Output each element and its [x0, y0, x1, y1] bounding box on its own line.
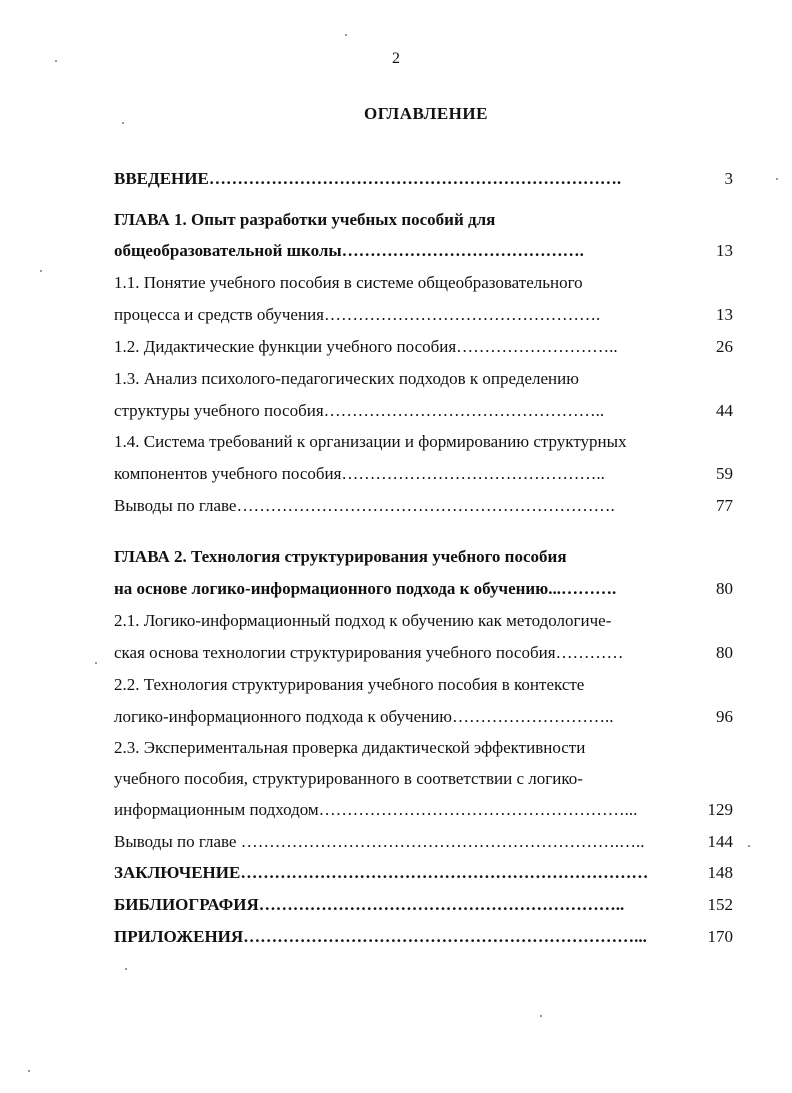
- toc-entry-intro[interactable]: ВВЕДЕНИЕ……………………………………………………………….: [114, 169, 622, 188]
- page-number: 2: [392, 50, 400, 67]
- toc-page-chapter-2: 80: [716, 579, 733, 598]
- toc-entry-conclusion[interactable]: ЗАКЛЮЧЕНИЕ………………………………………………………………: [114, 863, 649, 882]
- toc-entry-appendices[interactable]: ПРИЛОЖЕНИЯ……………………………………………………………...: [114, 927, 647, 946]
- toc-entry-1-3-cont[interactable]: структуры учебного пособия…………………………………………..: [114, 401, 605, 420]
- toc-entry-conclusions-1[interactable]: Выводы по главе………………………………………………………….: [114, 496, 615, 515]
- toc-page-1-3: 44: [716, 401, 733, 420]
- toc-entry-1-4[interactable]: 1.4. Система требований к организации и формированию структурных: [114, 432, 627, 451]
- scan-speck: [40, 270, 42, 272]
- toc-entry-1-2[interactable]: 1.2. Дидактические функции учебного пособия………………………..: [114, 337, 618, 356]
- toc-page-conclusions-2: 144: [707, 832, 733, 851]
- toc-entry-2-3[interactable]: 2.3. Экспериментальная проверка дидактической эффективности: [114, 738, 586, 757]
- toc-page-2-1: 80: [716, 643, 733, 662]
- toc-page-chapter-1: 13: [716, 241, 733, 260]
- toc-entry-chapter-2-title-cont[interactable]: на основе логико-информационного подхода к обучению...……….: [114, 579, 617, 598]
- toc-page-1-1: 13: [716, 305, 733, 324]
- toc-entry-1-1[interactable]: 1.1. Понятие учебного пособия в системе общеобразовательного: [114, 273, 583, 292]
- toc-entry-1-1-cont[interactable]: процесса и средств обучения………………………………………….: [114, 305, 601, 324]
- toc-entry-2-3-cont[interactable]: учебного пособия, структурированного в соответствии с логико-: [114, 769, 583, 788]
- toc-entry-1-3[interactable]: 1.3. Анализ психолого-педагогических подходов к определению: [114, 369, 579, 388]
- scan-speck: [125, 968, 127, 970]
- scan-speck: [28, 1070, 30, 1072]
- toc-entry-2-2-cont[interactable]: логико-информационного подхода к обучению………………………..: [114, 707, 614, 726]
- toc-title: ОГЛАВЛЕНИЕ: [364, 104, 488, 123]
- scan-speck: [55, 60, 57, 62]
- toc-entry-2-1-cont[interactable]: ская основа технологии структурирования учебного пособия…………: [114, 643, 624, 662]
- scan-speck: [95, 662, 97, 664]
- toc-entry-2-1[interactable]: 2.1. Логико-информационный подход к обучению как методологиче-: [114, 611, 612, 630]
- toc-page-2-2: 96: [716, 707, 733, 726]
- toc-entry-2-3-cont-2[interactable]: информационным подходом………………………………………………...: [114, 800, 638, 819]
- toc-page-conclusion: 148: [707, 863, 733, 882]
- toc-entry-2-2[interactable]: 2.2. Технология структурирования учебного пособия в контексте: [114, 675, 585, 694]
- toc-entry-chapter-2-title[interactable]: ГЛАВА 2. Технология структурирования учебного пособия: [114, 547, 567, 566]
- toc-entry-bibliography[interactable]: БИБЛИОГРАФИЯ………………………………………………………..: [114, 895, 625, 914]
- toc-entry-chapter-1-title-cont[interactable]: общеобразовательной школы…………………………………….: [114, 241, 584, 260]
- toc-page-intro: 3: [724, 169, 733, 188]
- toc-page-appendices: 170: [707, 927, 733, 946]
- toc-page-conclusions-1: 77: [716, 496, 733, 515]
- scan-speck: [345, 34, 347, 36]
- toc-page-1-4: 59: [716, 464, 733, 483]
- toc-entry-chapter-1-title[interactable]: ГЛАВА 1. Опыт разработки учебных пособий для: [114, 210, 496, 229]
- toc-entry-conclusions-2[interactable]: Выводы по главе ………………………………………………………….…..: [114, 832, 645, 851]
- scan-speck: [748, 845, 750, 847]
- scan-speck: [776, 178, 778, 180]
- toc-page-2-3: 129: [707, 800, 733, 819]
- scan-speck: [122, 122, 124, 124]
- toc-page-1-2: 26: [716, 337, 733, 356]
- toc-entry-1-4-cont[interactable]: компонентов учебного пособия………………………………………..: [114, 464, 605, 483]
- toc-page-bibliography: 152: [707, 895, 733, 914]
- scan-speck: [540, 1015, 542, 1017]
